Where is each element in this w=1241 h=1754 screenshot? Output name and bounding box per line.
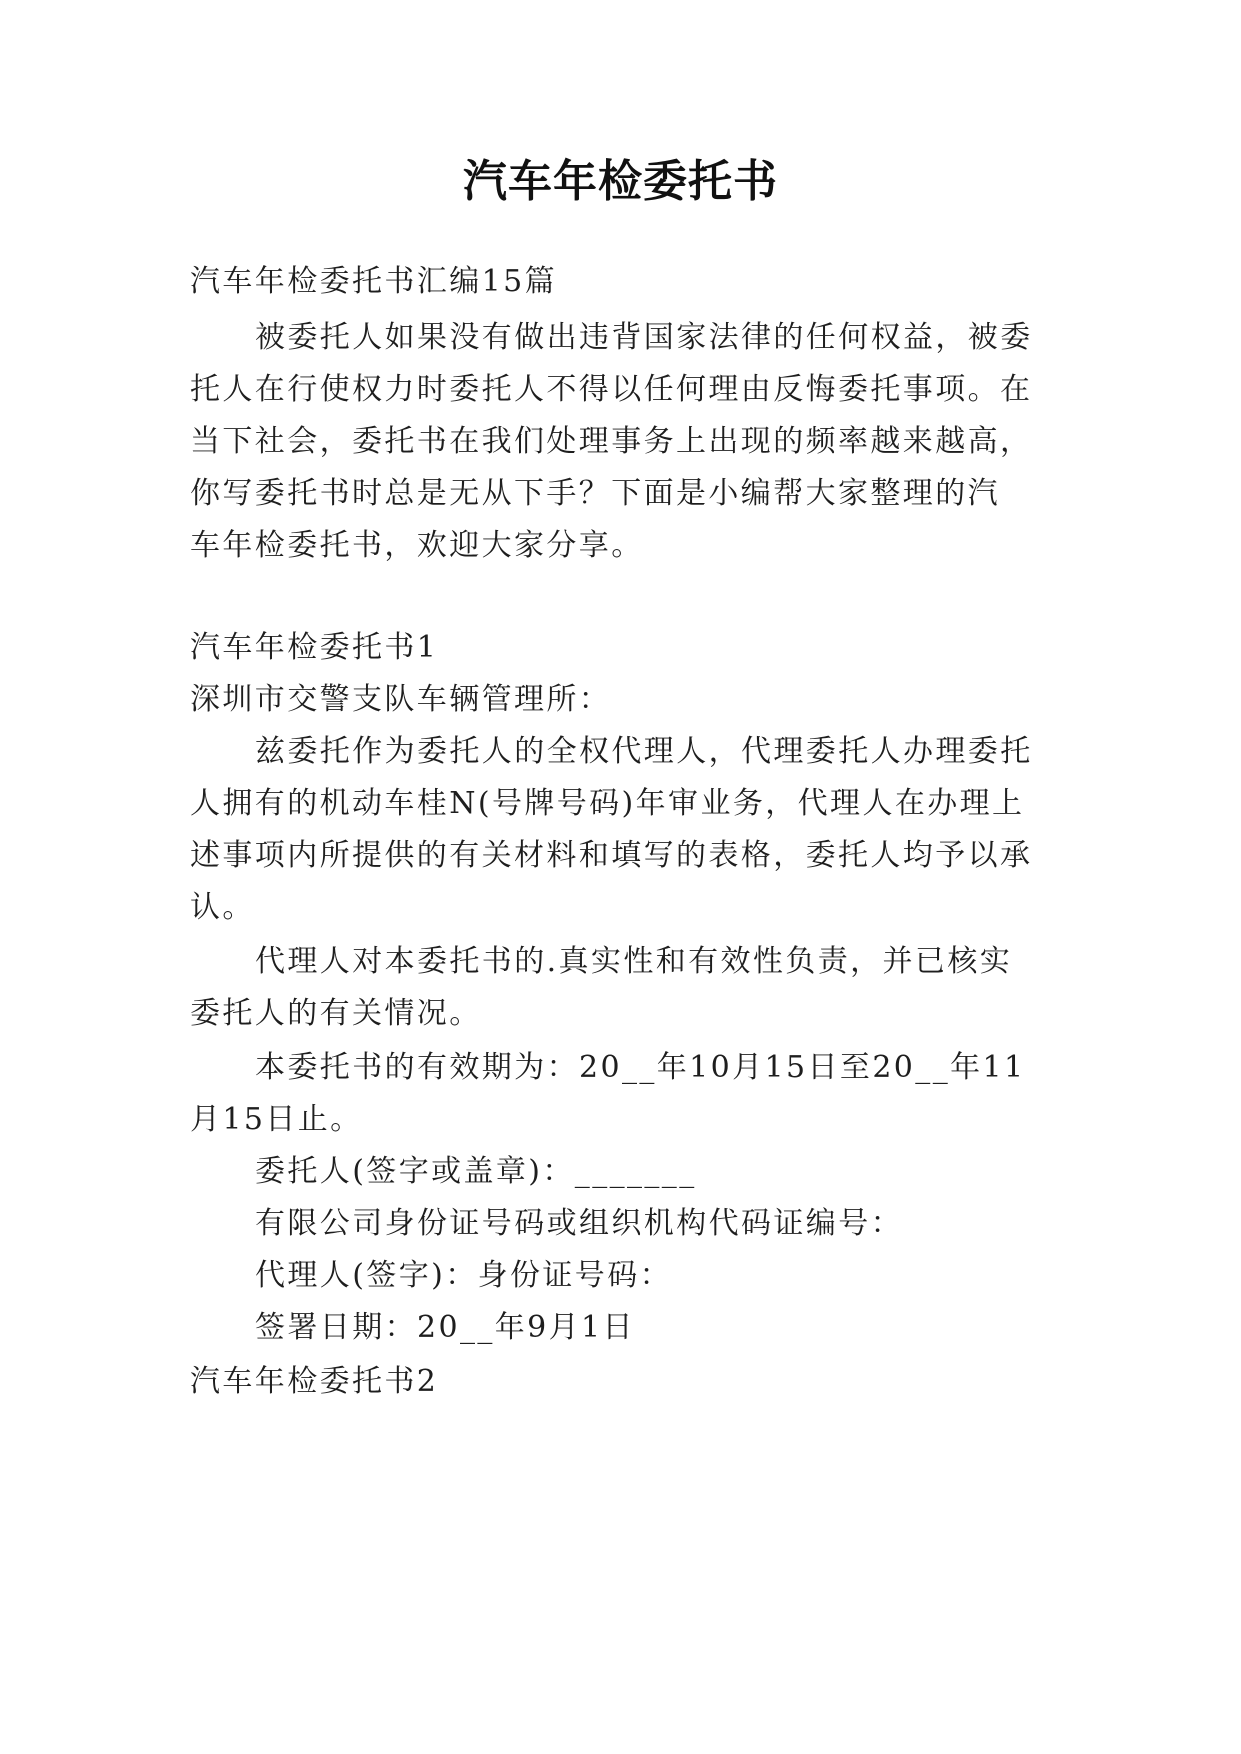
collection-heading: 汽车年检委托书汇编15篇 [190,264,557,299]
company-id-line: 有限公司身份证号码或组织机构代码证编号： [255,1206,903,1241]
intro-paragraph-line: 托人在行使权力时委托人不得以任何理由反悔委托事项。在 [190,372,1033,407]
agent-signature-line: 代理人(签字)：身份证号码： [255,1258,673,1293]
signing-date-line: 签署日期：20__年9月1日 [255,1310,635,1345]
document-title: 汽车年检委托书 [463,156,778,207]
section-heading-1: 汽车年检委托书1 [190,630,439,665]
principal-signature-line: 委托人(签字或盖章)：_______ [255,1154,697,1189]
body-paragraph-line: 述事项内所提供的有关材料和填写的表格，委托人均予以承 [190,838,1033,873]
body-paragraph-line: 委托人的有关情况。 [190,996,482,1031]
intro-paragraph-line: 当下社会，委托书在我们处理事务上出现的频率越来越高， [190,424,1033,459]
intro-paragraph-line: 车年检委托书，欢迎大家分享。 [190,528,644,563]
body-paragraph-line: 认。 [190,890,255,925]
validity-period-line: 本委托书的有效期为：20__年10月15日至20__年11 [255,1050,1026,1085]
validity-period-line: 月15日止。 [190,1102,363,1137]
intro-paragraph-line: 你写委托书时总是无从下手？下面是小编帮大家整理的汽 [190,476,1000,511]
section-heading-2: 汽车年检委托书2 [190,1364,439,1399]
addressee: 深圳市交警支队车辆管理所： [190,682,612,717]
body-paragraph-line: 人拥有的机动车桂N(号牌号码)年审业务，代理人在办理上 [190,786,1025,821]
body-paragraph-line: 兹委托作为委托人的全权代理人，代理委托人办理委托 [255,734,1033,769]
intro-paragraph-line: 被委托人如果没有做出违背国家法律的任何权益，被委 [255,320,1033,355]
body-paragraph-line: 代理人对本委托书的.真实性和有效性负责，并已核实 [255,944,1013,979]
